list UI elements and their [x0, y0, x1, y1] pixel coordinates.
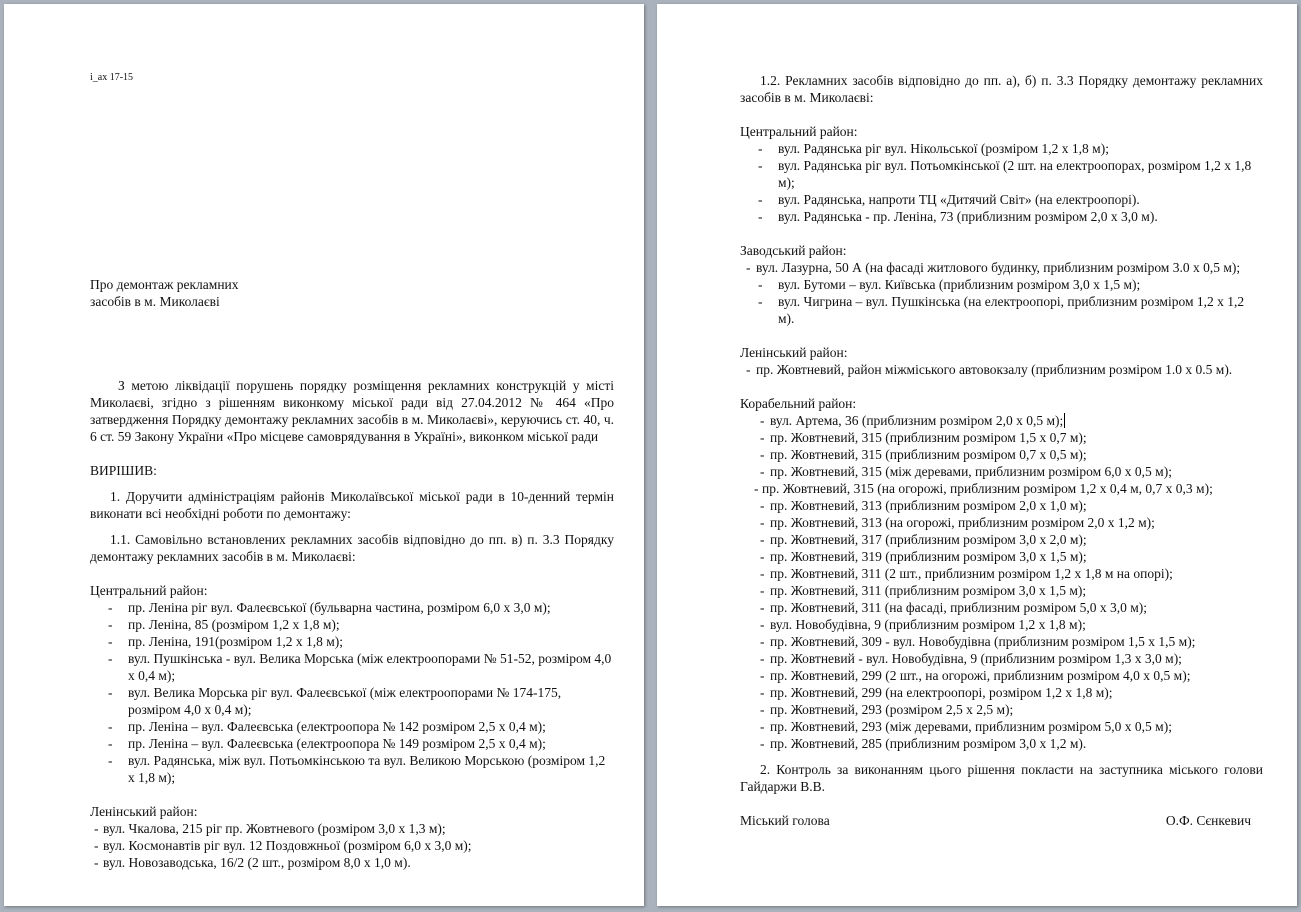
- list-item: - вул. Чкалова, 215 ріг пр. Жовтневого (розміром 3,0 х 1,3 м);: [90, 820, 614, 837]
- list-item: - пр. Жовтневий, 315 (між деревами, приблизним розміром 6,0 х 0,5 м);: [740, 463, 1263, 480]
- document-page-2: [657, 4, 1297, 906]
- list-item: - пр. Жовтневий, 313 (на огорожі, приблизним розміром 2,0 х 1,2 м);: [740, 514, 1263, 531]
- list-item: - вул. Бутоми – вул. Київська (приблизним розміром 3,0 х 1,5 м);: [740, 276, 1263, 293]
- list-item: - пр. Жовтневий, 315 (приблизним розміром 1,5 х 0,7 м);: [740, 429, 1263, 446]
- list-item: - пр. Леніна ріг вул. Фалеєвської (бульварна частина, розміром 6,0 х 3,0 м);: [90, 599, 614, 616]
- section-zavod-list: [740, 276, 1263, 327]
- list-item: - пр. Леніна – вул. Фалеєвська (електроопора № 142 розміром 2,5 х 0,4 м);: [90, 718, 614, 735]
- list-item: - вул. Радянська - пр. Леніна, 73 (приблизним розміром 2,0 х 3,0 м).: [740, 208, 1263, 225]
- list-item: - пр. Жовтневий, 285 (приблизним розміром 3,0 х 1,2 м).: [740, 735, 1263, 752]
- section-korab-list: [740, 412, 1263, 480]
- list-item: - вул. Велика Морська ріг вул. Фалеєвської (між електроопорами № 174-175, розміром 4,0 х 0,4 м);: [90, 684, 614, 718]
- list-item: - пр. Жовтневий, 299 (на електроопорі, розміром 1,2 х 1,8 м);: [740, 684, 1263, 701]
- list-item: - вул. Новозаводська, 16/2 (2 шт., розміром 8,0 х 1,0 м).: [90, 854, 614, 871]
- document-page-1: [4, 4, 644, 906]
- list-item: - пр. Жовтневий, 315 (приблизним розміром 0,7 х 0,5 м);: [740, 446, 1263, 463]
- list-item: - вул. Пушкінська - вул. Велика Морська (між електроопорами № 51-52, розміром 4,0 х 0,4 м);: [90, 650, 614, 684]
- section-korab-list-cont: [740, 497, 1263, 752]
- list-item: - пр. Жовтневий, 311 (2 шт., приблизним розміром 1,2 х 1,8 м на опорі);: [740, 565, 1263, 582]
- list-item: - пр. Жовтневий, 315 (на огорожі, приблизним розміром 1,2 х 0,4 м, 0,7 х 0,3 м);: [740, 480, 1263, 497]
- section-central-1-title: Центральний район:: [90, 583, 208, 598]
- section-central-2-title: Центральний район:: [740, 124, 858, 139]
- section-lenin-2-list: [740, 361, 1263, 378]
- section-central-1-list: [90, 599, 614, 786]
- text-cursor[interactable]: [1064, 413, 1065, 428]
- list-item: - пр. Жовтневий - вул. Новобудівна, 9 (приблизним розміром 1,3 х 3,0 м);: [740, 650, 1263, 667]
- list-item: - пр. Леніна – вул. Фалеєвська (електроопора № 149 розміром 2,5 х 0,4 м);: [90, 735, 614, 752]
- item-1-paragraph: 1. Доручити адміністраціям районів Миколаївської міської ради в 10-денний термін виконати всі необхідні роботи по демонтажу:: [90, 489, 614, 521]
- list-item: - вул. Радянська, напроти ТЦ «Дитячий Світ» (на електроопорі).: [740, 191, 1263, 208]
- list-item: - пр. Жовтневий, 293 (розміром 2,5 х 2,5 м);: [740, 701, 1263, 718]
- list-item: - вул. Новобудівна, 9 (приблизним розміром 1,2 х 1,8 м);: [740, 616, 1263, 633]
- signature-role: Міський голова: [740, 813, 830, 828]
- list-item: - пр. Жовтневий, 319 (приблизним розміром 3,0 х 1,5 м);: [740, 548, 1263, 565]
- list-item: - вул. Радянська ріг вул. Нікольської (розміром 1,2 х 1,8 м);: [740, 140, 1263, 157]
- section-lenin-1-title: Ленінський район:: [90, 804, 198, 819]
- section-central-2-list: [740, 140, 1263, 225]
- list-item: - пр. Леніна, 191(розміром 1,2 х 1,8 м);: [90, 633, 614, 650]
- item-2-paragraph: 2. Контроль за виконанням цього рішення покласти на заступника міського голови Гайдаржи В.В.: [740, 762, 1263, 794]
- section-zavod-first: [740, 259, 1263, 276]
- item-1-1-paragraph: 1.1. Самовільно встановлених рекламних засобів відповідно до пп. в) п. 3.3 Порядку демонтажу рекламних засобів в м. Миколаєві:: [90, 532, 614, 564]
- list-item: - пр. Жовтневий, 293 (між деревами, приблизним розміром 5,0 х 0,5 м);: [740, 718, 1263, 735]
- subject-line: Про демонтаж рекламних: [90, 277, 239, 292]
- list-item: - вул. Лазурна, 50 А (на фасаді житлового будинку, приблизним розміром 3.0 х 0,5 м);: [740, 259, 1263, 276]
- decided-heading: ВИРІШИВ:: [90, 463, 157, 478]
- list-item: - пр. Жовтневий, район міжміського автовокзалу (приблизним розміром 1.0 х 0.5 м).: [740, 361, 1263, 378]
- section-zavod-title: Заводський район:: [740, 243, 847, 258]
- signature-row: [740, 812, 1263, 829]
- preamble-paragraph: З метою ліквідації порушень порядку розміщення рекламних конструкцій у місті Миколаєві, згідно з рішенням виконкому міської ради від 27.04.2012 № 464 «Про затвердження Порядку демонтажу рекламних засобів в м. Миколаєві», керуючись ст. 40, ч. 6 ст. 59 Закону України «Про місцеве самоврядування в Україні», виконком міської ради: [90, 378, 614, 444]
- list-item: [740, 412, 1263, 429]
- item-1-2-paragraph: 1.2. Рекламних засобів відповідно до пп. а), б) п. 3.3 Порядку демонтажу рекламних засобів в м. Миколаєві:: [740, 73, 1263, 105]
- subject-line: засобів в м. Миколаєві: [90, 294, 220, 309]
- list-item: - вул. Космонавтів ріг вул. 12 Поздовжньої (розміром 6,0 х 3,0 м);: [90, 837, 614, 854]
- list-item: - пр. Леніна, 85 (розміром 1,2 х 1,8 м);: [90, 616, 614, 633]
- section-lenin-2-title: Ленінський район:: [740, 345, 848, 360]
- list-item: - пр. Жовтневий, 317 (приблизним розміром 3,0 х 2,0 м);: [740, 531, 1263, 548]
- list-item: - пр. Жовтневий, 311 (на фасаді, приблизним розміром 5,0 х 3,0 м);: [740, 599, 1263, 616]
- section-korab-title: Корабельний район:: [740, 396, 857, 411]
- list-item: - пр. Жовтневий, 299 (2 шт., на огорожі, приблизним розміром 4,0 х 0,5 м);: [740, 667, 1263, 684]
- list-item: - вул. Радянська, між вул. Потьомкінською та вул. Великою Морською (розміром 1,2 х 1,8 м);: [90, 752, 614, 786]
- section-lenin-1-list: [90, 820, 614, 871]
- signature-name: О.Ф. Сєнкевич: [1165, 813, 1251, 828]
- list-item-text: вул. Артема, 36 (приблизним розміром 2,0 х 0,5 м);: [770, 413, 1064, 428]
- list-item: - вул. Чигрина – вул. Пушкінська (на електроопорі, приблизним розміром 1,2 х 1,2 м).: [740, 293, 1263, 327]
- list-item: - пр. Жовтневий, 309 - вул. Новобудівна (приблизним розміром 1,5 х 1,5 м);: [740, 633, 1263, 650]
- page-1-body: [90, 377, 614, 871]
- page-2-body: [740, 72, 1263, 829]
- section-korab-list-wrapped: [740, 480, 1263, 497]
- list-item: - пр. Жовтневий, 313 (приблизним розміром 2,0 х 1,0 м);: [740, 497, 1263, 514]
- document-code: i_ax 17-15: [90, 72, 134, 83]
- document-subject: [90, 276, 239, 310]
- list-item: - пр. Жовтневий, 311 (приблизним розміром 3,0 х 1,5 м);: [740, 582, 1263, 599]
- list-item: - вул. Радянська ріг вул. Потьомкінської (2 шт. на електроопорах, розміром 1,2 х 1,8 м);: [740, 157, 1263, 191]
